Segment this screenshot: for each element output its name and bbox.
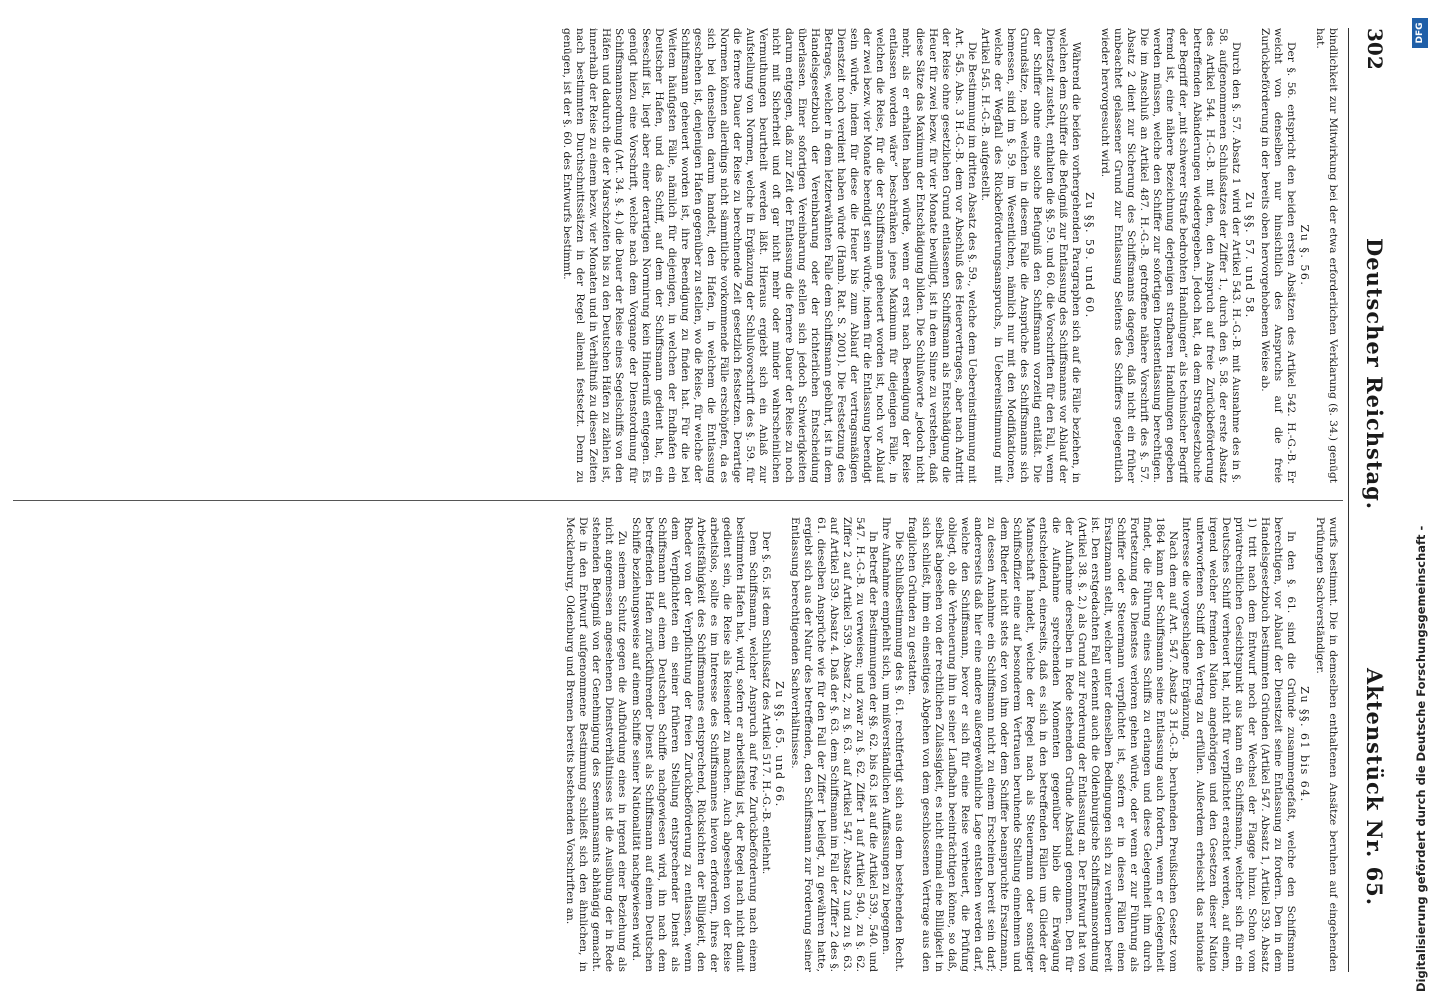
paragraph: Der §. 65. ist dem Schlußsatz des Artikel 517. H.-G.-B. entlehnt.: [759, 531, 772, 875]
paragraph: Die Bestimmung im dritten Absatz des §. 59., welche dem Uebereinstimmung mit Art. 545. Abs. 3 H.-G.-B. dem vor Abschluß des Heuervertrages, aber nach Antritt der Reise ohne gesetzlichen Grund entlassenen Schiffsmann als Entschädigung die Heuer für zwei bezw. für vier Monate bewilligt, ist in dem Sinne zu verstehen, daß diese Sätze das Maximum der Entschädigung bilden. Die Schlußworte „jedoch nicht mehr, als er erhalten haben würde, wenn er erst nach Beendigung der Reise entlassen worden wäre“ beschränken jenes Maximum für diejenigen Fälle, in welchen die Reise, für die der Schiffsmann geheuert worden ist, noch vor Ablauf der zwei bezw. vier Monate beendigt sein würde, indem für die Entlassung beendigt sein würde, indem für diese die Heuer bis zum Ablauf der vertragsmäßigen Dienstzeit noch verdient haben würde (Hamb. Rat. S. 2001). Die Festsetzung des Betrages, welcher in dem letzterwähnten Falle dem Schiffsmann gebührt, ist in dem Handelsgesetzbuch der Vereinbarung oder der richterlichen Entscheidung überlassen. Einer sofortigen Vereinbarung stellen sich jedoch Schwierigkeiten darum entgegen, daß zur Zeit der Entlassung die fernere Dauer der Reise zu noch nicht mit Sicherheit und oft gar nicht mehr oder minder wahrscheinlichen Vermuthungen beurtheilt werden läßt. Hieraus ergiebt sich ein Anlaß zur Aufstellung von Normen, welche in Ergänzung der Schlußvorschrift des §. 59. für die fernere Dauer der Reise zu berechnende Zeit gesetzlich festsetzen. Derartige Normen können allerdings nicht sämmtliche vorkommende Fälle erschöpfen, da es sich bei denselben darum handelt, den Hafen, in welchem die Entlassung geschehen ist, denjenigen Hafen gegenüber zu stellen, wo die Reise, für welche der Schiffsmann geheuert worden ist, ihre Beendigung zu finden hat. Für die bei Weitem häufigsten Fälle, nämlich für diejenigen, in welchen der Endhafen ein Deutscher Hafen, und das Schiff, auf dem der Schiffsmann gedient hat, ein Seeschiff ist, liegt aber einer derartigen Normirung kein Hinderniß entgegen. Es genügt hiezu eine Vorschrift, welche nach dem Vorgange der Dienstordnung für Schiffsmannsordnung (Art. 34. §. 4.) die Dauer der Reise eines Segelschiffs von den Häfen und dadurch die der Marschzeiten bis zu den Deutschen Häfen zu zählen ist, innerhalb der Reise zu einem bezw. vier Monaten und in Verhältniß zu diesen Zeiten nach bestimmten Durchschnittssätzen in der Regel allemal festsetzt. Denn zu genügen, ist der §. 60. des Entwurfs bestimmt.: [561, 28, 978, 483]
section-heading: Zu §§. 59. und 60.: [1083, 192, 1097, 319]
section-heading: Zu §§. 61 bis 64.: [1297, 686, 1311, 803]
document-title: Aktenstück Nr. 65.: [1362, 668, 1387, 907]
running-title: Deutscher Reichstag.: [1362, 238, 1387, 511]
section-heading: Zu §§. 57. und 58.: [1242, 192, 1256, 319]
page-header: [1353, 28, 1393, 972]
paragraph: Durch den §. 57. Absatz 1 wird der Artikel 543. H.-G.-B. mit Ausnahme des in §. 58. aufgenommenen Schlußsatzes der Ziffer 1., durch den §. 58. der erste Absatz des Artikel 544. H.-G.-B. mit den, den Anspruch auf freie Zurückbeförderung betreffenden Abänderungen wiedergegeben. Jedoch hat, da dem Strafgesetzbuche der Begriff der „mit schwerer Strafe bedrohten Handlungen“ als technischer Begriff fremd ist, eine nähere Bezeichnung derjenigen strafbaren Handlungen gegeben werden müssen, welche den Schiffer zur sofortigen Dienstentlassung berechtigen. Die im Anschluß an Artikel 487. H.-G.-B. getroffene nähere Vorschrift des §. 57. Absatz 2 dient zur Sicherung des Schiffsmanns dagegen, daß nicht ein früher unbeachtet gelassener Grund zur Entlassung Seitens des Schiffers gelegentlich wieder hervorgesucht wird.: [1099, 28, 1242, 483]
paragraph: Die Schlußbestimmung des §. 61. rechtfertigt sich aus dem bestehenden Recht. Ihre Aufnahme empfiehlt sich, um mißverständlichen Auffassungen zu begegnen.: [880, 517, 906, 972]
column-divider: [13, 500, 1343, 501]
header-rule: [1348, 28, 1349, 972]
text-column-right: [21, 517, 1339, 972]
paragraph: In den §. 61. sind die Gründe zusammengefaßt, welche den Schiffsmann berechtigen, vor Ablauf der Dienstzeit seine Entlassung zu fordern. Den in dem Handelsgesetzbuch bestimmten Gründen (Artikel 547. Absatz 1, Artikel 539. Absatz 1) tritt nach dem Entwurf noch der Wechsel der Flagge hinzu. Schon vom privatrechtlichen Gesichtspunkt aus kann ein Schiffsmann, welcher sich für ein Deutsches Schiff verheuert hat, nicht für verpflichtet erachtet werden, auf einem, irgend welcher fremden Nation angehörigen und den Gesetzen dieser Nation unterworfenen Schiff den Vertrag zu erfüllen. Außerdem erheischt das nationale Interesse die vorgeschlagene Ergänzung.: [1180, 517, 1297, 972]
page-number: 302: [1363, 28, 1387, 70]
paragraph: wurfs bestimmt. Die in demselben enthaltenen Ansätze beruhen auf eingehenden Prüfungen Sachverständiger.: [1313, 517, 1339, 972]
paragraph: In Betreff der Bestimmungen der §§. 62. bis 63. ist auf die Artikel 539., 540. und 547. H.-G.-B. zu verweisen; und zwar zu §. 62. Ziffer 1 auf Artikel 540., zu §. 62. Ziffer 2 auf Artikel 539. Absatz 2, zu §. 63. auf Artikel 547. Absatz 2 und zu §. 63. auf Artikel 539. Absatz 4. Daß der §. 63. dem Schiffsmann im Fall der Ziffer 2 des §. 61. dieselben Ansprüche wie für den Fall der Ziffer 1 beilegt, zu gewähren hatte, ergiebt sich aus der Natur des betreffenden, den Schiffsmann zur Forderung seiner Entlassung berechtigenden Sachverhältnisses.: [789, 517, 880, 972]
paragraph: Zu seinem Schutz gegen die Aufbürdung eines in irgend einer Beziehung als nicht angemessen angesehenen Dienstverhältnisses ist die Ausübung der in Rede stehenden Befugniß von der Genehmigung des Seemannsamts abhängig gemacht. Die in den Entwurf aufgenommene Bestimmung schließt sich den ähnlichen, in Mecklenburg, Oldenburg und Bremen bereits bestehenden Vorschriften an.: [564, 517, 629, 972]
dfg-logo: DFG: [1412, 18, 1428, 48]
digitization-sidebar: [1411, 0, 1431, 1000]
paragraph: Dem Schiffsmann, welcher Anspruch auf freie Zurückbeförderung nach einem bestimmten Hafen hat, wird, sofern er arbeitsfähig ist, der Regel nach nicht damit gedient sein, die Reise als Reisender zu machen. Auch abgesehen von der Reise arbeitslos, sollte es im Interesse des Schiffsmannes hievon erfordern, ihres der Arbeitsfähigkeit des Schiffsmannes entsprechend, Rücksichten der Billigkeit, den Rheder von der Verpflichtung der freien Zurückbeförderung zu entlassen, wenn dem Verpflichteten ein seiner früheren Stellung entsprechender Dienst als Schiffsmann auf einem Deutschen Schiffe nachgewiesen wird, ihn nach dem betreffenden Hafen zurückführender Dienst als Schiffsmann auf einem Deutschen Schiffe beziehungsweise auf einem Schiffe seiner Nationalität nachgewiesen wird.: [629, 517, 759, 972]
paragraph: Nach dem auf Art. 547. Absatz 3 H.-G.-B. beruhenden Preußischen Gesetz vom 1864 kann der Schiffsmann seine Entlassung auch fordern, wenn er Gelegenheit findet, die Führung eines Schiffs zu erlangen und diese Gelegenheit ihm durch Fortsetzung des Dienstes verloren gehen würde, oder wenn er zur Führung als Schiffer oder Steuermann verpflichtet ist, sofern er in diesen Fällen einen Ersatzmann stellt, welcher unter denselben Bedingungen sich zu verheuern bereit ist. Den erstgedachten Fall erkennt auch die Oldenburgische Schiffsmannsordnung (Artikel 38. §. 2.) als Grund zur Forderung der Entlassung an. Der Entwurf hat von der Aufnahme derselben in Rede stehenden Gründe Abstand genommen. Den für die Aufnahme sprechenden Momenten gegenüber blieb die Erwägung entscheidend, einerseits, daß es sich in den betreffenden Fällen um Glieder der Mannschaft handelt, welche der Regel nach als Steuermann oder sonstiger Schiffsoffizier eine auf besonderem Vertrauen beruhende Stellung einnehmen und dem Rheder nicht stets der von ihm oder dem Schiffer beanspruchte Ersatzmann, zu dessen Annahme ein Schiffsmann nicht zu einem Erscheinen bereit sein darf; andererseits daß hier eine andere außergewöhnliche Lage entstehen werden darf, welche den Schiffsmann, bevor er sich für eine Reise verheuert, die Prüfung obliegt, ob die Verheuerung ihn in seiner Laufbahn beeinträchtigen könne, so daß, selbst abgesehen von der rechtlichen Zulässigkeit, es nicht einmal eine Billigkeit in sich schließt, ihm ein einseitiges Abgehen von dem geschlossenen Vertrage aus den fraglichen Gründen zu gestatten.: [906, 517, 1180, 972]
paragraph: Der §. 56. entspricht den beiden ersten Absätzen des Artikel 542. H.-G.-B. Er weicht von denselben nur hinsichtlich des Anspruchs auf die freie Zurückbeförderung in der bereits oben hervorgehobenen Weise ab.: [1258, 28, 1297, 483]
text-column-left: [21, 28, 1339, 483]
digitization-credit: Digitalisierung gefördert durch die Deutsche Forschungsgemeinschaft -: [1414, 525, 1428, 992]
paragraph: Während die beiden vorhergehenden Paragraphen sich auf die Fälle beziehen, in welchen dem Schiffer die Befugniß zur Entlassung des Schiffsmanns vor Ablauf der Dienstzeit zusteht, enthalten die §§. 59. und 60. die Vorschriften für den Fall, wenn der Schiffer ohne eine solche Befugniß den Schiffsmann vorzeitig entläßt. Die Grundsätze, nach welchen in diesem Falle die Ansprüche des Schiffsmanns sich bemessen, sind im §. 59. im Wesentlichen, nämlich nur mit den Modifikationen, welche der Wegfall des Rückbeförderungsanspruchs, in Uebereinstimmung mit Artikel 545. H.-G.-B. aufgestellt.: [978, 28, 1083, 483]
section-heading: Zu §. 56.: [1297, 224, 1311, 287]
paragraph: bindlichkeit zur Mitwirkung bei der etwa erforderlichen Verklarung (§. 34.) genügt hat.: [1313, 28, 1339, 483]
section-heading: Zu §§. 65. und 66.: [773, 681, 787, 808]
